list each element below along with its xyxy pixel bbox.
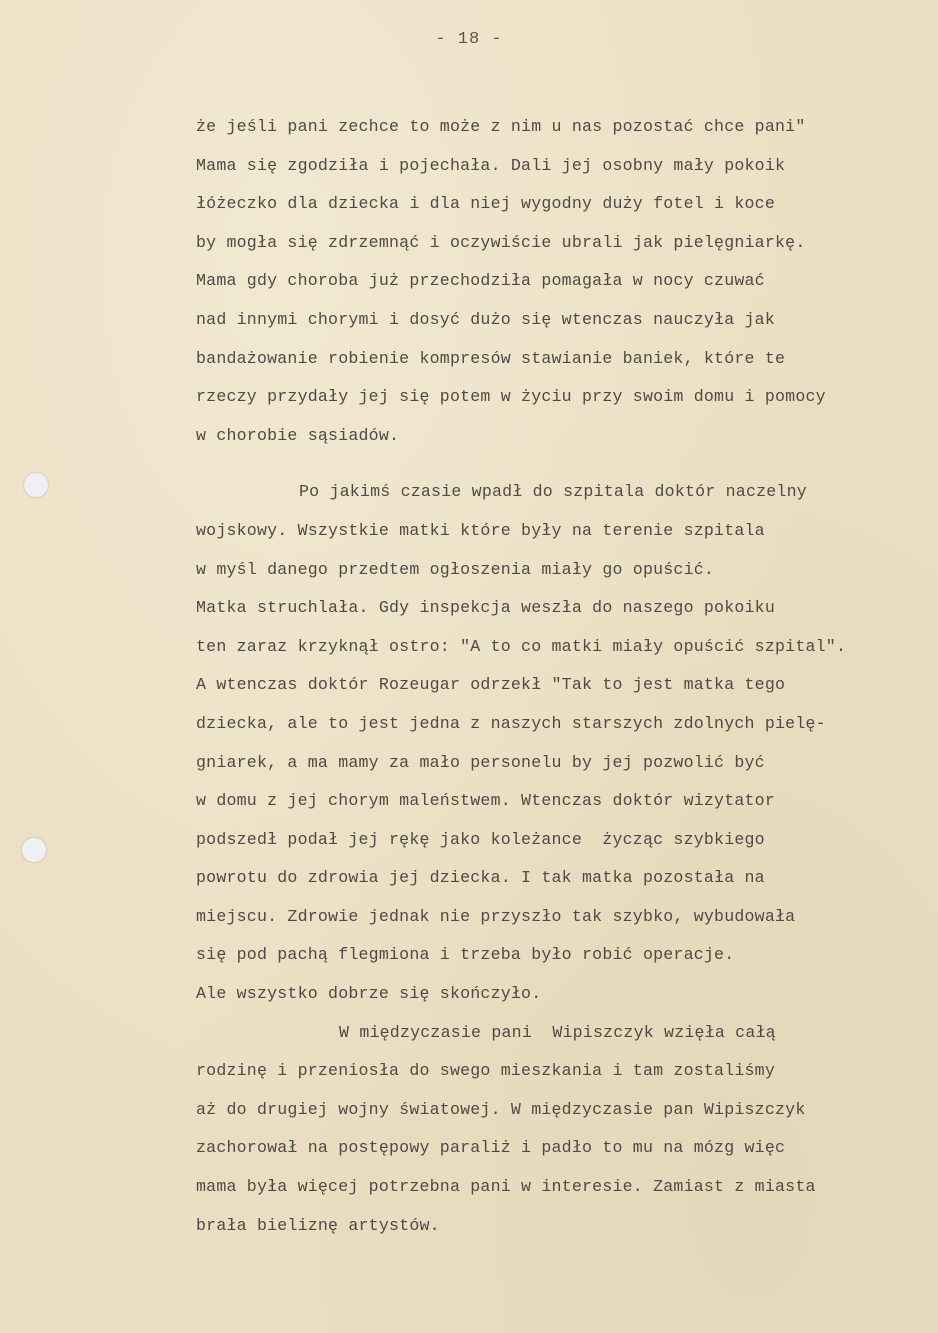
- text-line: brała bieliznę artystów.: [196, 1215, 440, 1235]
- text-line: W międzyczasie pani Wipiszczyk wzięła całą: [339, 1022, 776, 1042]
- text-line: w myśl danego przedtem ogłoszenia miały go opuścić.: [196, 559, 715, 579]
- text-line: Po jakimś czasie wpadł do szpitala doktór naczelny: [299, 482, 807, 502]
- text-line: Mama się zgodziła i pojechała. Dali jej osobny mały pokoik: [196, 155, 786, 175]
- text-line: Ale wszystko dobrze się skończyło.: [196, 984, 542, 1004]
- text-line: Matka struchlała. Gdy inspekcja weszła do naszego pokoiku: [196, 598, 775, 618]
- text-line: wojskowy. Wszystkie matki które były na terenie szpitala: [196, 520, 765, 540]
- text-line: w chorobie sąsiadów.: [196, 425, 400, 445]
- paragraph: [196, 1014, 936, 1246]
- text-line: A wtenczas doktór Rozeugar odrzekł "Tak to jest matka tego: [196, 675, 786, 695]
- text-line: dziecka, ale to jest jedna z naszych starszych zdolnych pielę-: [196, 713, 826, 733]
- text-line: rodzinę i przeniosła do swego mieszkania i tam zostaliśmy: [196, 1061, 775, 1081]
- paragraph: [196, 108, 936, 455]
- text-line: by mogła się zdrzemnąć i oczywiście ubrali jak pielęgniarkę.: [196, 232, 806, 252]
- text-line: łóżeczko dla dziecka i dla niej wygodny duży fotel i koce: [196, 194, 775, 214]
- text-line: bandażowanie robienie kompresów stawianie baniek, które te: [196, 348, 786, 368]
- page-number: - 18 -: [435, 30, 503, 49]
- text-line: w domu z jej chorym maleństwem. Wtenczas doktór wizytator: [196, 791, 775, 811]
- text-line: powrotu do zdrowia jej dziecka. I tak matka pozostała na: [196, 868, 765, 888]
- punch-hole: [24, 473, 48, 497]
- text-line: nad innymi chorymi i dosyć dużo się wtenczas nauczyła jak: [196, 309, 775, 329]
- text-line: zachorował na postępowy paraliż i padło to mu na mózg więc: [196, 1138, 786, 1158]
- punch-hole: [22, 838, 46, 862]
- text-line: miejscu. Zdrowie jednak nie przyszło tak szybko, wybudowała: [196, 906, 796, 926]
- text-line: ten zaraz krzyknął ostro: "A to co matki miały opuścić szpital".: [196, 636, 847, 656]
- text-line: gniarek, a ma mamy za mało personelu by jej pozwolić być: [196, 752, 765, 772]
- text-line: podszedł podał jej rękę jako koleżance życząc szybkiego: [196, 829, 765, 849]
- text-line: aż do drugiej wojny światowej. W międzyczasie pan Wipiszczyk: [196, 1099, 806, 1119]
- paragraph: [196, 473, 936, 1013]
- typewritten-body: [196, 108, 936, 1245]
- text-line: mama była więcej potrzebna pani w interesie. Zamiast z miasta: [196, 1177, 816, 1197]
- text-line: rzeczy przydały jej się potem w życiu przy swoim domu i pomocy: [196, 387, 826, 407]
- text-line: Mama gdy choroba już przechodziła pomagała w nocy czuwać: [196, 271, 765, 291]
- text-line: się pod pachą flegmiona i trzeba było robić operacje.: [196, 945, 735, 965]
- text-line: że jeśli pani zechce to może z nim u nas pozostać chce pani": [196, 117, 806, 136]
- paragraph-gap: [196, 455, 936, 473]
